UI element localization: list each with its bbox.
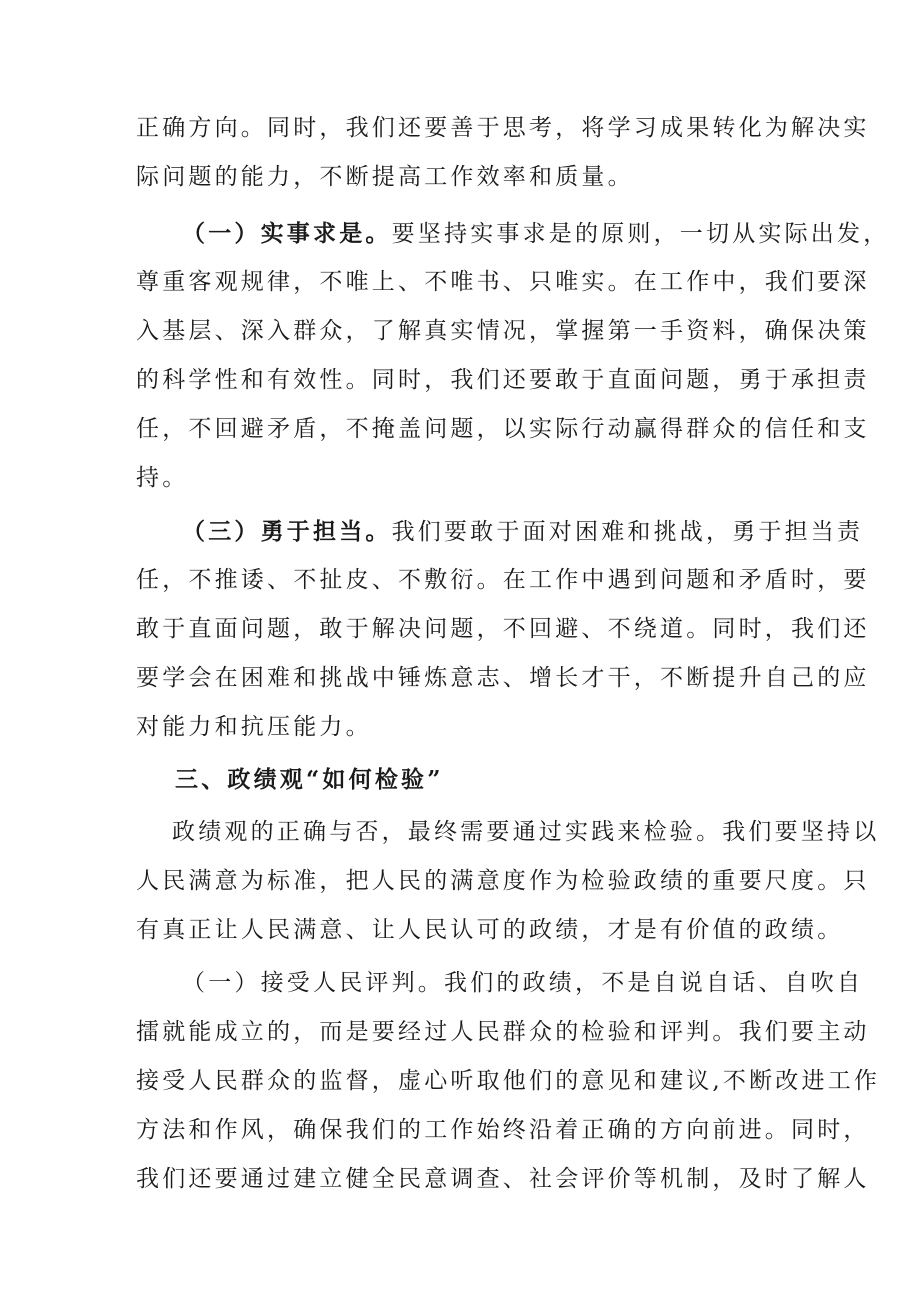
text-line: 的科学性和有效性。同时，我们还要敢于直面问题，勇于承担责 <box>136 367 870 393</box>
text-line: 际问题的能力，不断提高工作效率和质量。 <box>136 164 634 190</box>
text-run: 要坚持实事求是的原则，一切从实际出发， <box>391 221 890 247</box>
text-line: 方法和作风，确保我们的工作始终沿着正确的方向前进。同时， <box>136 1117 870 1143</box>
text-line: 任，不推诿、不扯皮、不敷衍。在工作中遇到问题和矛盾时，要 <box>136 567 870 593</box>
text-line: 人民满意为标准，把人民的满意度作为检验政绩的重要尺度。只 <box>136 868 870 894</box>
text-line: 任，不回避矛盾，不掩盖问题，以实际行动赢得群众的信任和支 <box>136 416 870 442</box>
text-line: 我们还要通过建立健全民意调查、社会评价等机制，及时了解人 <box>136 1166 870 1192</box>
text-run: 我们要敢于面对困难和挑战，勇于担当责 <box>391 519 864 545</box>
paragraph-first-line <box>182 507 864 556</box>
text-line: 尊重客观规律，不唯上、不唯书、只唯实。在工作中，我们要深 <box>136 269 870 295</box>
text-line: 对能力和抗压能力。 <box>136 714 372 740</box>
text-line: 接受人民群众的监督，虚心听取他们的意见和建议,不断改进工作 <box>136 1068 881 1094</box>
text-line: 擂就能成立的，而是要经过人民群众的检验和评判。我们要主动 <box>136 1019 870 1045</box>
bold-lead: （三）勇于担当。 <box>182 518 392 545</box>
text-line: 敢于直面问题，敢于解决问题，不回避、不绕道。同时，我们还 <box>136 616 870 642</box>
text-line: 持。 <box>136 465 189 491</box>
text-line: （一）接受人民评判。我们的政绩，不是自说自话、自吹自 <box>182 970 864 996</box>
text-line: 正确方向。同时，我们还要善于思考，将学习成果转化为解决实 <box>136 115 870 141</box>
text-line: 有真正让人民满意、让人民认可的政绩，才是有价值的政绩。 <box>136 917 844 943</box>
text-line: 要学会在困难和挑战中锤炼意志、增长才干，不断提升自己的应 <box>136 665 870 691</box>
paragraph-first-line <box>182 209 890 258</box>
bold-lead: （一）实事求是。 <box>182 220 392 247</box>
section-heading: 三、政绩观“如何检验” <box>175 766 444 793</box>
text-line: 政绩观的正确与否，最终需要通过实践来检验。我们要坚持以 <box>172 819 880 845</box>
text-line: 入基层、深入群众，了解真实情况，掌握第一手资料，确保决策 <box>136 318 870 344</box>
